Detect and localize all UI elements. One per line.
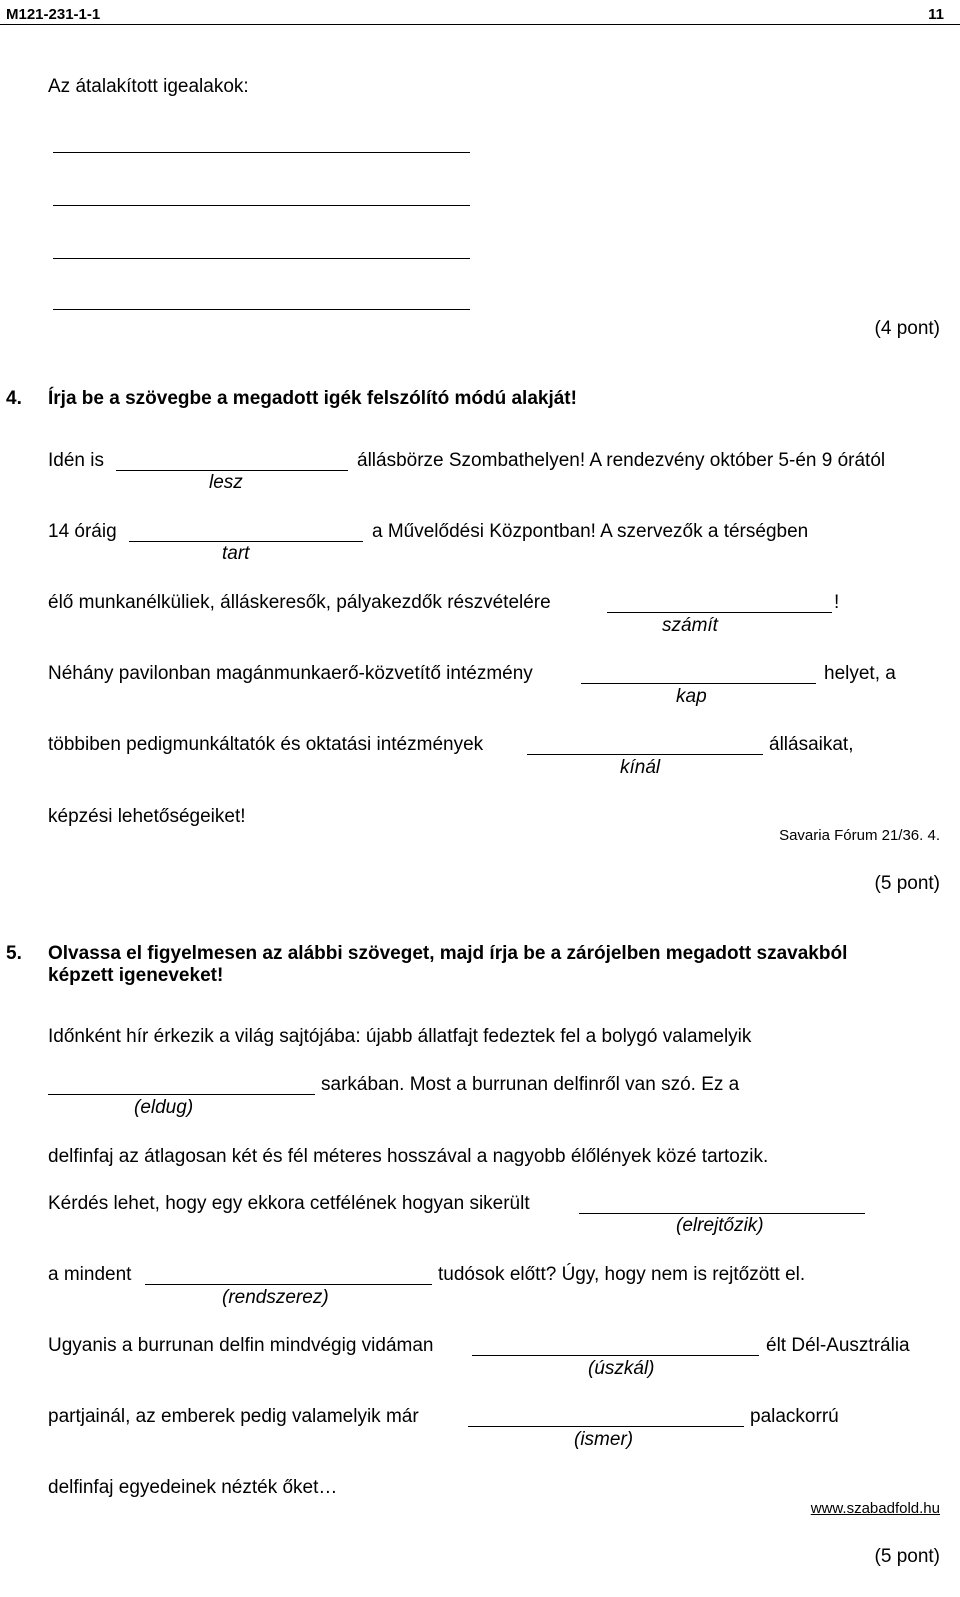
task-instruction: Írja be a szövegbe a megadott igék felszólító módú alakját! xyxy=(48,388,577,409)
task-number: 5. xyxy=(6,943,22,964)
verb-hint: tart xyxy=(222,543,250,564)
text-segment: delfinfaj egyedeinek nézték őket… xyxy=(48,1477,338,1498)
verb-hint: kínál xyxy=(620,757,661,778)
page-number: 11 xyxy=(928,6,944,23)
task-instruction: Olvassa el figyelmesen az alábbi szöveget, majd írja be a zárójelben megadott szavakból xyxy=(48,943,848,964)
word-hint: (rendszerez) xyxy=(222,1287,329,1308)
verb-hint: kap xyxy=(676,686,707,707)
word-hint: (úszkál) xyxy=(588,1358,655,1379)
transformed-forms-heading: Az átalakított igealakok: xyxy=(48,76,249,97)
verb-hint: lesz xyxy=(209,472,243,493)
text-segment: Kérdés lehet, hogy egy ekkora cetfélének hogyan sikerült xyxy=(48,1193,530,1214)
answer-line[interactable] xyxy=(53,205,470,206)
word-hint: (eldug) xyxy=(134,1097,194,1118)
blank-field[interactable] xyxy=(145,1284,432,1285)
text-segment: 14 óráig xyxy=(48,521,117,542)
text-segment: delfinfaj az átlagosan két és fél méteres hosszával a nagyobb élőlények közé tartozik. xyxy=(48,1146,769,1167)
task-number: 4. xyxy=(6,388,22,409)
text-segment: a mindent xyxy=(48,1264,132,1285)
blank-field[interactable] xyxy=(581,683,816,684)
text-segment: Időnként hír érkezik a világ sajtójába: újabb állatfajt fedeztek fel a bolygó valamelyik xyxy=(48,1026,752,1047)
word-hint: (ismer) xyxy=(574,1429,634,1450)
text-segment: sarkában. Most a burrunan delfinről van szó. Ez a xyxy=(321,1074,740,1095)
blank-field[interactable] xyxy=(468,1426,744,1427)
points-label: (4 pont) xyxy=(874,318,940,339)
blank-field[interactable] xyxy=(472,1355,759,1356)
word-hint: (elrejtőzik) xyxy=(676,1215,764,1236)
text-segment: többiben pedigmunkáltatók és oktatási intézmények xyxy=(48,734,484,755)
text-segment: Néhány pavilonban magánmunkaerő-közvetítő intézmény xyxy=(48,663,533,684)
answer-line[interactable] xyxy=(53,152,470,153)
blank-field[interactable] xyxy=(527,754,763,755)
blank-field[interactable] xyxy=(579,1213,865,1214)
answer-line[interactable] xyxy=(53,258,470,259)
text-segment: élt Dél-Ausztrália xyxy=(766,1335,910,1356)
text-segment: Idén is xyxy=(48,450,104,471)
text-segment: ! xyxy=(834,592,840,613)
header-rule xyxy=(0,24,960,25)
blank-field[interactable] xyxy=(116,470,348,471)
points-label: (5 pont) xyxy=(874,1546,940,1567)
text-segment: állásbörze Szombathelyen! A rendezvény október 5-én 9 órától xyxy=(357,450,886,471)
text-segment: állásaikat, xyxy=(769,734,854,755)
text-segment: képzési lehetőségeiket! xyxy=(48,806,246,827)
verb-hint: számít xyxy=(662,615,718,636)
source-link[interactable]: www.szabadfold.hu xyxy=(810,1500,940,1517)
text-segment: élő munkanélküliek, álláskeresők, pályakezdők részvételére xyxy=(48,592,551,613)
text-segment: tudósok előtt? Úgy, hogy nem is rejtőzött el. xyxy=(438,1264,806,1285)
answer-line[interactable] xyxy=(53,309,470,310)
blank-field[interactable] xyxy=(129,541,363,542)
blank-field[interactable] xyxy=(48,1094,315,1095)
text-segment: a Művelődési Központban! A szervezők a térségben xyxy=(372,521,809,542)
points-label: (5 pont) xyxy=(874,873,940,894)
exam-code: M121-231-1-1 xyxy=(6,6,101,23)
blank-field[interactable] xyxy=(607,612,832,613)
task-instruction: képzett igeneveket! xyxy=(48,965,224,986)
text-segment: partjainál, az emberek pedig valamelyik már xyxy=(48,1406,419,1427)
text-segment: Ugyanis a burrunan delfin mindvégig vidáman xyxy=(48,1335,434,1356)
text-segment: helyet, a xyxy=(824,663,896,684)
source-citation: Savaria Fórum 21/36. 4. xyxy=(779,827,940,844)
text-segment: palackorrú xyxy=(750,1406,839,1427)
